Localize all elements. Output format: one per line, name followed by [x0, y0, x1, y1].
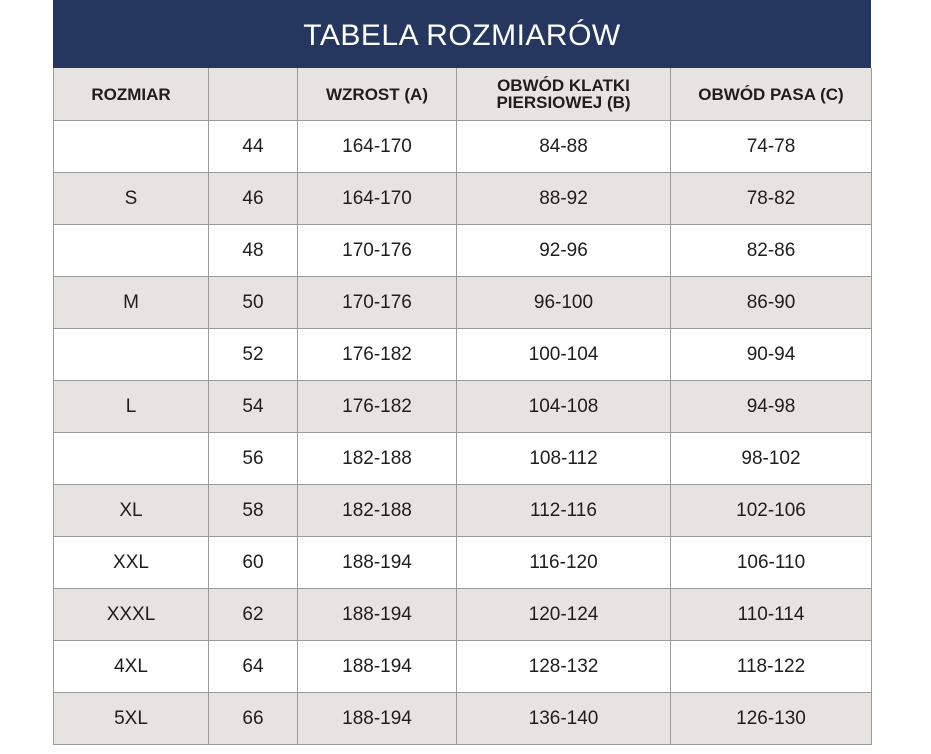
- header-chest-line1: OBWÓD KLATKI: [497, 76, 630, 95]
- cell-waist: 74-78: [671, 121, 872, 173]
- table-row: [54, 693, 872, 745]
- cell-waist: 102-106: [671, 485, 872, 537]
- cell-waist: 106-110: [671, 537, 872, 589]
- header-row: [54, 68, 872, 121]
- table-row: [54, 329, 872, 381]
- header-height: WZROST (A): [298, 68, 457, 121]
- cell-number: 66: [209, 693, 298, 745]
- cell-height: 176-182: [298, 329, 457, 381]
- cell-size: XXXL: [54, 589, 209, 641]
- header-chest: [457, 68, 671, 121]
- cell-number: 44: [209, 121, 298, 173]
- cell-chest: 84-88: [457, 121, 671, 173]
- table-row: [54, 121, 872, 173]
- cell-waist: 78-82: [671, 173, 872, 225]
- cell-waist: 110-114: [671, 589, 872, 641]
- table-row: [54, 277, 872, 329]
- cell-size: M: [54, 277, 209, 329]
- table-row: [54, 537, 872, 589]
- cell-waist: 94-98: [671, 381, 872, 433]
- cell-chest: 88-92: [457, 173, 671, 225]
- table-row: [54, 381, 872, 433]
- table-row: [54, 485, 872, 537]
- cell-size: [54, 225, 209, 277]
- cell-height: 188-194: [298, 589, 457, 641]
- table-row: [54, 589, 872, 641]
- table-body: [54, 121, 872, 745]
- header-chest-line2: PIERSIOWEJ (B): [496, 93, 631, 112]
- cell-height: 188-194: [298, 693, 457, 745]
- cell-chest: 100-104: [457, 329, 671, 381]
- cell-height: 182-188: [298, 433, 457, 485]
- cell-chest: 96-100: [457, 277, 671, 329]
- chart-title: TABELA ROZMIARÓW: [53, 0, 871, 68]
- cell-size: L: [54, 381, 209, 433]
- cell-height: 164-170: [298, 173, 457, 225]
- header-size: ROZMIAR: [54, 68, 209, 121]
- cell-waist: 126-130: [671, 693, 872, 745]
- size-chart: [53, 0, 871, 745]
- cell-height: 188-194: [298, 641, 457, 693]
- cell-size: 5XL: [54, 693, 209, 745]
- cell-chest: 128-132: [457, 641, 671, 693]
- table-row: [54, 433, 872, 485]
- size-table: [53, 68, 872, 745]
- cell-chest: 108-112: [457, 433, 671, 485]
- cell-size: [54, 121, 209, 173]
- cell-number: 64: [209, 641, 298, 693]
- cell-number: 48: [209, 225, 298, 277]
- cell-size: [54, 433, 209, 485]
- cell-waist: 90-94: [671, 329, 872, 381]
- cell-number: 60: [209, 537, 298, 589]
- cell-number: 52: [209, 329, 298, 381]
- cell-size: XL: [54, 485, 209, 537]
- cell-chest: 112-116: [457, 485, 671, 537]
- cell-height: 170-176: [298, 277, 457, 329]
- cell-height: 182-188: [298, 485, 457, 537]
- table-row: [54, 225, 872, 277]
- cell-chest: 120-124: [457, 589, 671, 641]
- cell-waist: 118-122: [671, 641, 872, 693]
- cell-number: 56: [209, 433, 298, 485]
- cell-chest: 136-140: [457, 693, 671, 745]
- cell-chest: 104-108: [457, 381, 671, 433]
- cell-number: 46: [209, 173, 298, 225]
- cell-waist: 82-86: [671, 225, 872, 277]
- cell-chest: 92-96: [457, 225, 671, 277]
- table-row: [54, 641, 872, 693]
- cell-number: 50: [209, 277, 298, 329]
- cell-height: 176-182: [298, 381, 457, 433]
- cell-height: 188-194: [298, 537, 457, 589]
- cell-number: 58: [209, 485, 298, 537]
- cell-height: 170-176: [298, 225, 457, 277]
- cell-number: 54: [209, 381, 298, 433]
- cell-number: 62: [209, 589, 298, 641]
- cell-chest: 116-120: [457, 537, 671, 589]
- cell-waist: 86-90: [671, 277, 872, 329]
- cell-waist: 98-102: [671, 433, 872, 485]
- header-number: [209, 68, 298, 121]
- cell-size: [54, 329, 209, 381]
- cell-size: 4XL: [54, 641, 209, 693]
- header-waist: OBWÓD PASA (C): [671, 68, 872, 121]
- cell-size: XXL: [54, 537, 209, 589]
- cell-size: S: [54, 173, 209, 225]
- cell-height: 164-170: [298, 121, 457, 173]
- table-row: [54, 173, 872, 225]
